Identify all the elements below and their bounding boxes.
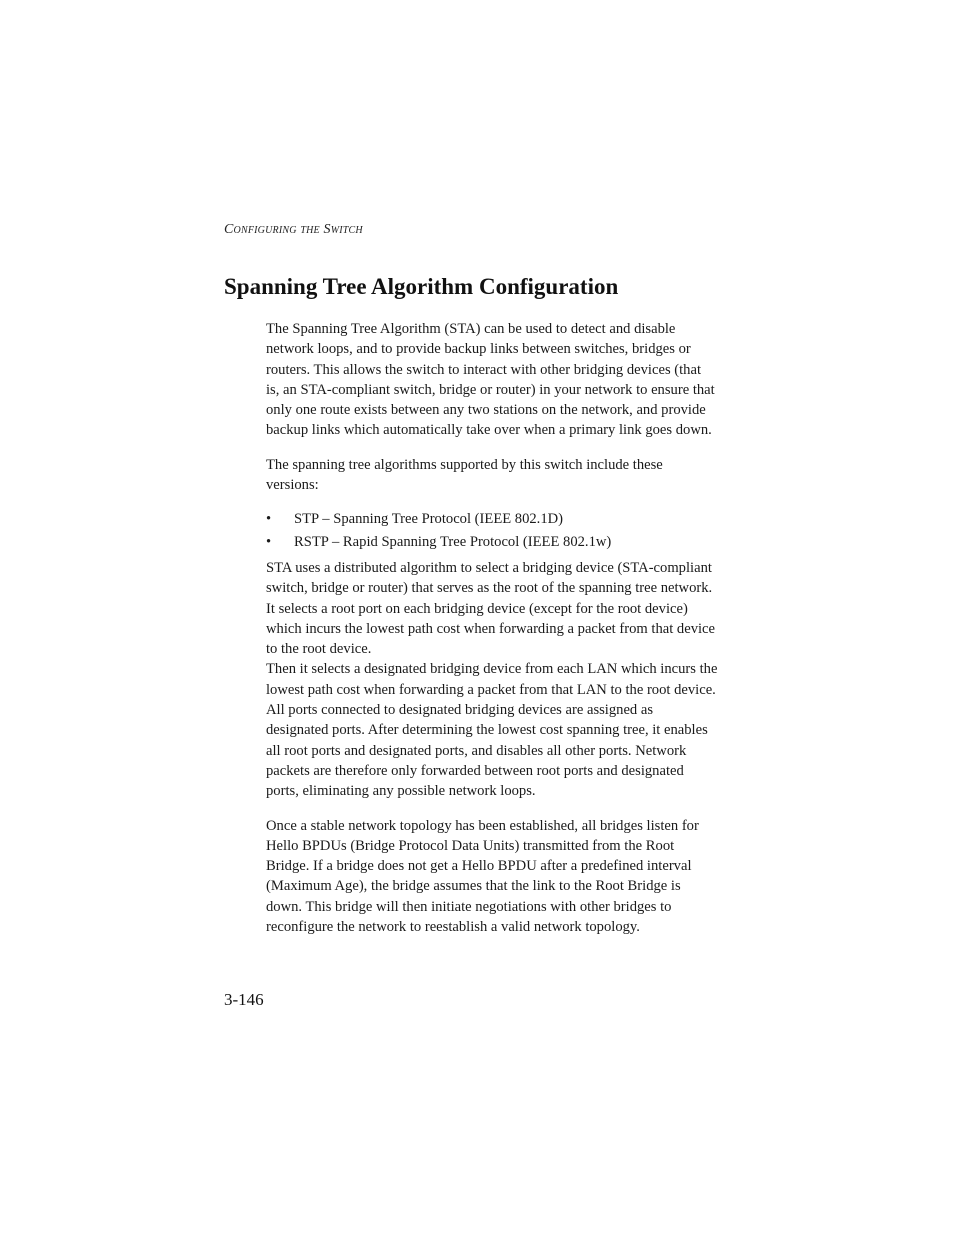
paragraph-sta-root: STA uses a distributed algorithm to select a bridging device (STA-compliant switch, bridge or router) that serves as the root of the spanning tree network. It selects a root port on each bridging device (except for the root device) which incurs the lowest path cost when forwarding a packet from that device to the root device. bbox=[266, 559, 716, 658]
paragraph-versions: The spanning tree algorithms supported by this switch include these versions: bbox=[266, 456, 663, 494]
versions-list bbox=[266, 509, 718, 552]
running-header: Configuring the Switch bbox=[224, 222, 363, 237]
bullet-icon: • bbox=[266, 511, 272, 528]
list-item bbox=[266, 509, 718, 529]
body-text bbox=[266, 319, 718, 937]
paragraph-designated: Then it selects a designated bridging device from each LAN which incurs the lowest path cost when forwarding a packet from that LAN to the root device. All ports connected to designated bridging devices are assigned as designated ports. After determining the lowest cost spanning tree, it enables all root ports and designated ports, and disables all other ports. Network packets are therefore only forwarded between root ports and designated ports, eliminating any possible network loops. bbox=[266, 661, 718, 800]
paragraph-intro: The Spanning Tree Algorithm (STA) can be used to detect and disable network loops, and to provide backup links between switches, bridges or routers. This allows the switch to interact with other bridging devices (that is, an STA-compliant switch, bridge or router) in your network to ensure that only one route exists between any two stations on the network, and provide backup links which automatically take over when a primary link goes down. bbox=[266, 321, 715, 439]
bullet-icon: • bbox=[266, 533, 272, 550]
page-number: 3-146 bbox=[224, 990, 264, 1009]
list-item-text: RSTP – Rapid Spanning Tree Protocol (IEEE 802.1w) bbox=[294, 533, 612, 550]
list-item bbox=[266, 532, 718, 552]
list-item-text: STP – Spanning Tree Protocol (IEEE 802.1D) bbox=[294, 511, 564, 528]
section-title: Spanning Tree Algorithm Configuration bbox=[224, 274, 619, 299]
paragraph-hello-bpdu: Once a stable network topology has been established, all bridges listen for Hello BPDUs (Bridge Protocol Data Units) transmitted from the Root Bridge. If a bridge does not get a Hello BPDU after a predefined interval (Maximum Age), the bridge assumes that the link to the Root Bridge is down. This bridge will then initiate negotiations with other bridges to reconfigure the network to reestablish a valid network topology. bbox=[266, 817, 699, 936]
